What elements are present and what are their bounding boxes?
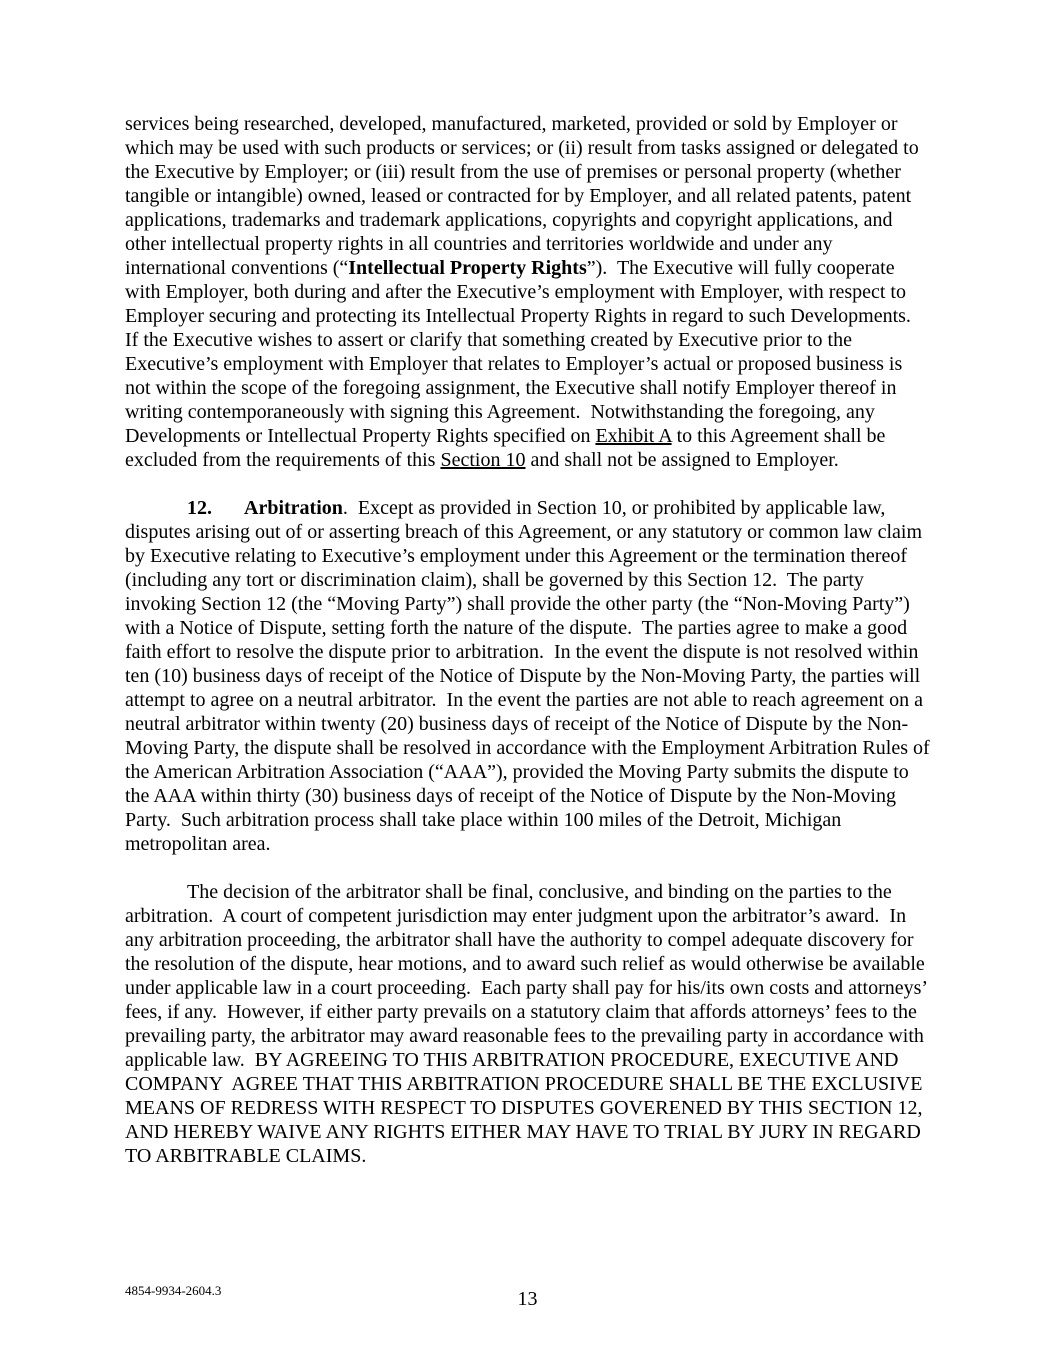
text-run: and shall not be assigned to Employer.	[525, 449, 839, 471]
text-run: ”). The Executive will fully cooperate with Employer, both during and after the Executive’s employment with Employer, with respect to Employer securing and protecting its Intellectual Property Rights in regard to such Developments. If the Executive wishes to assert or clarify that something created by Executive prior to the Executive’s employment with Employer that relates to Employer’s actual or proposed business is not within the scope of the foregoing assignment, the Executive shall notify Employer thereof in writing contemporaneously with signing this Agreement. Notwithstanding the foregoing, any Developments or Intellectual Property Rights specified on	[125, 257, 921, 447]
footer-page-number: 13	[517, 1288, 538, 1310]
section-number: 12.	[187, 497, 212, 519]
section-heading-arbitration: Arbitration	[244, 497, 343, 519]
document-body	[125, 112, 935, 1192]
reference-section-10: Section 10	[440, 449, 526, 471]
text-run: to this Agreement shall be excluded from the requirements of this	[125, 425, 891, 471]
footer-document-number: 4854-9934-2604.3	[125, 1283, 222, 1298]
defined-term-intellectual-property-rights: Intellectual Property Rights	[348, 257, 587, 279]
paragraph-arbitration	[125, 496, 935, 856]
reference-exhibit-a: Exhibit A	[595, 425, 672, 447]
text-run: services being researched, developed, manufactured, marketed, provided or sold by Employer or which may be used with such products or services; or (ii) result from tasks assigned or delegated to the Executive by Employer; or (iii) result from the use of premises or personal property (whether tangible or intangible) owned, leased or contracted for by Employer, and all related patents, patent applications, trademarks and trademark applications, copyrights and copyright applications, and other intellectual property rights in all countries and territories worldwide and under any international conventions (“	[125, 113, 924, 279]
paragraph-intellectual-property	[125, 112, 931, 472]
text-run: . Except as provided in Section 10, or prohibited by applicable law, disputes arising out of or asserting breach of this Agreement, or any statutory or common law claim by Executive relating to Executive’s employment under this Agreement or the termination thereof (including any tort or discrimination claim), shall be governed by this Section 12. The party invoking Section 12 (the “Moving Party”) shall provide the other party (the “Non-Moving Party”) with a Notice of Dispute, setting forth the nature of the dispute. The parties agree to make a good faith effort to resolve the dispute prior to arbitration. In the event the dispute is not resolved within ten (10) business days of receipt of the Notice of Dispute by the Non-Moving Party, the parties will attempt to agree on a neutral arbitrator. In the event the parties are not able to reach agreement on a neutral arbitrator within twenty (20) business days of receipt of the Notice of Dispute by the Non-Moving Party, the dispute shall be resolved in accordance with the Employment Arbitration Rules of the American Arbitration Association (“AAA”), provided the Moving Party submits the dispute to the AAA within thirty (30) business days of receipt of the Notice of Dispute by the Non-Moving Party. Such arbitration process shall take place within 100 miles of the Detroit, Michigan metropolitan area.	[125, 497, 935, 855]
text-run: The decision of the arbitrator shall be final, conclusive, and binding on the parties to the arbitration. A court of competent jurisdiction may enter judgment upon the arbitrator’s award. In any arbitration proceeding, the arbitrator shall have the authority to compel adequate discovery for the resolution of the dispute, hear motions, and to award such relief as would otherwise be available under applicable law in a court proceeding. Each party shall pay for his/its own costs and attorneys’ fees, if any. However, if either party prevails on a statutory claim that affords attorneys’ fees to the prevailing party, the arbitrator may award reasonable fees to the prevailing party in accordance with applicable law. BY AGREEING TO THIS ARBITRATION PROCEDURE, EXECUTIVE AND COMPANY AGREE THAT THIS ARBITRATION PROCEDURE SHALL BE THE EXCLUSIVE MEANS OF REDRESS WITH RESPECT TO DISPUTES GOVERENED BY THIS SECTION 12, AND HEREBY WAIVE ANY RIGHTS EITHER MAY HAVE TO TRIAL BY JURY IN REGARD TO ARBITRABLE CLAIMS.	[125, 881, 932, 1167]
paragraph-arbitrator-decision	[125, 880, 931, 1168]
